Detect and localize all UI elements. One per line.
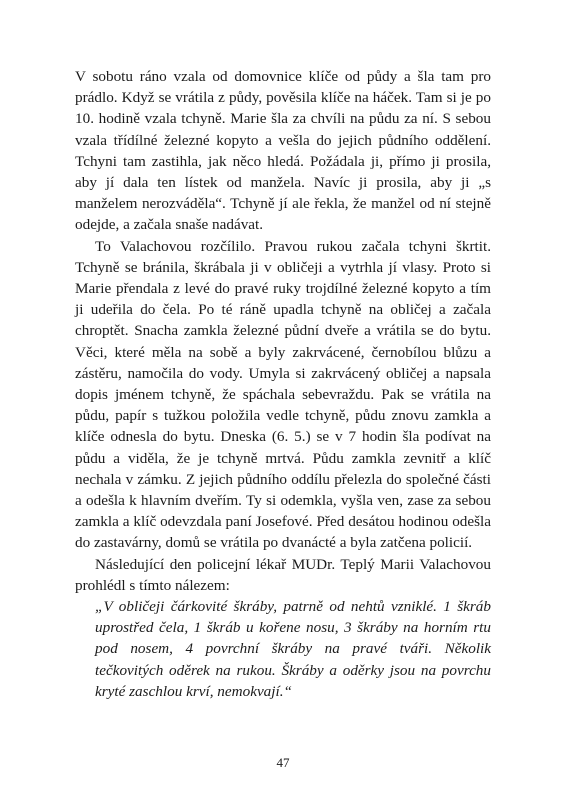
paragraph-3: Následující den policejní lékař MUDr. Teplý Marii Valachovou prohlédl s tímto nálezem: xyxy=(75,555,491,594)
paragraph-2: To Valachovou rozčílilo. Pravou rukou začala tchyni škrtit. Tchyně se bránila, škrábala ji v obličeji a vytrhla jí vlasy. Proto si Marie přendala z levé do pravé ruky trojdílné železné kopyto a tím ji udeřila do čela. Po té ráně upadla tchyně na obličej a začala chroptět. Snacha zamkla železné půdní dveře a vrátila se do bytu. Věci, které měla na sobě a byly zakrvácené, černobílou blůzu a zástěru, namočila do vody. Umyla si zakrvácený obličej a napsala dopis jménem tchyně, že spáchala sebevraždu. Pak se vrátila na půdu, papír s tužkou položila vedle tchyně, půdu znovu zamkla a klíče odnesla do bytu. Dneska (6. 5.) se v 7 hodin šla podívat na půdu a viděla, že je tchyně mrtvá. Půdu zamkla zevnitř a klíč nechala v zámku. Z jejich půdního oddílu přelezla do společné části a odešla k hlavním dveřím. Ty si odemkla, vyšla ven, zase za sebou zamkla a klíč odevzdala paní Josefové. Před desátou hodinou odešla do zastavárny, domů se vrátila po dvanácté a byla zatčena policií. xyxy=(75,237,491,552)
paragraph-1: V sobotu ráno vzala od domovnice klíče od půdy a šla tam pro prádlo. Když se vrátila z půdy, pověsila klíče na háček. Tam si je po 10. hodině vzala tchyně. Marie šla za chvíli na půdu za ní. S sebou vzala třídílné železné kopyto a vešla do jejich půdního oddělení. Tchyni tam zastihla, jak něco hledá. Požádala ji, přímo ji prosila, aby jí dala ten lístek od manžela. Navíc ji prosila, aby ji „s manželem nerozváděla“. Tchyně jí ale řekla, že manžel od ní stejně odejde, a začala snaše nadávat. xyxy=(75,68,491,234)
body-text xyxy=(75,66,491,702)
page-number: 47 xyxy=(276,755,290,770)
medical-report-quote: „V obličeji čárkovité škráby, patrně od nehtů vzniklé. 1 škráb uprostřed čela, 1 škráb u kořene nosu, 3 škráby na horním rtu pod nosem, 4 povrchní škráby na pravé tváři. Několik tečkovitých oděrek na rukou. Škráby a oděrky jsou na povrchu kryté zaschlou krví, nemokvají.“ xyxy=(95,598,491,700)
